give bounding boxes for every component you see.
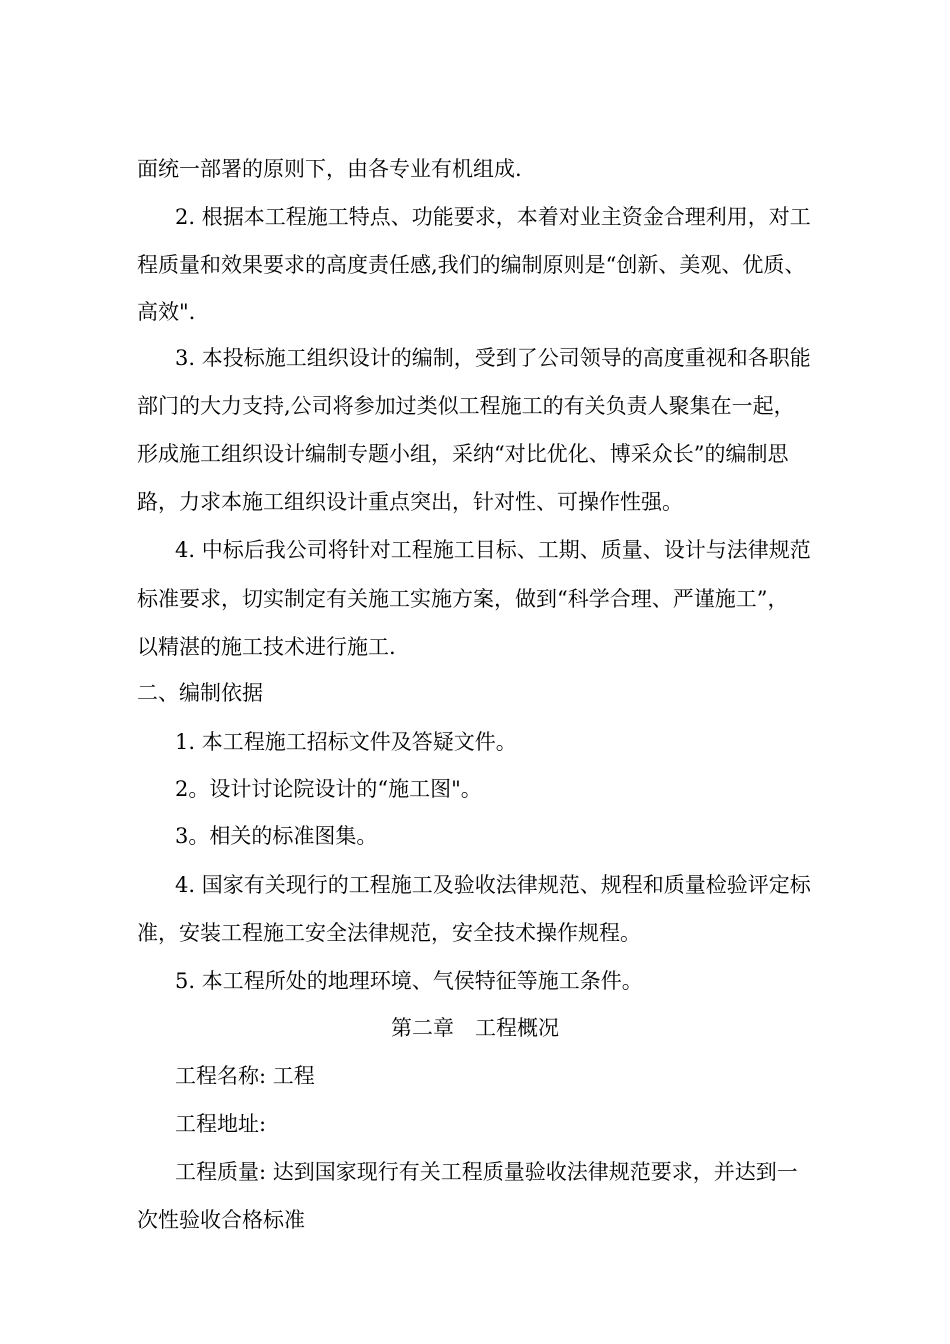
list-item: 5. 本工程所处的地理环境、气侯特征等施工条件。 bbox=[175, 969, 643, 993]
chapter-title: 第二章 工程概况 bbox=[391, 1016, 559, 1040]
paragraph-line: 高效". bbox=[137, 300, 196, 324]
section-heading: 二、编制依据 bbox=[137, 681, 263, 705]
paragraph-line: 2. 根据本工程施工特点、功能要求，本着对业主资金合理利用，对工 bbox=[175, 205, 811, 229]
paragraph-line: 标准要求，切实制定有关施工实施方案，做到“科学合理、严谨施工”， bbox=[137, 587, 789, 611]
paragraph-line: 3. 本投标施工组织设计的编制，受到了公司领导的高度重视和各职能 bbox=[175, 346, 811, 370]
project-quality-continuation: 次性验收合格标准 bbox=[137, 1208, 305, 1232]
list-item: 1. 本工程施工招标文件及答疑文件。 bbox=[175, 730, 517, 754]
project-quality-line: 工程质量: 达到国家现行有关工程质量验收法律规范要求，并达到一 bbox=[175, 1160, 798, 1184]
list-item: 2。设计讨论院设计的“施工图"。 bbox=[175, 777, 482, 801]
paragraph-line: 以精湛的施工技术进行施工. bbox=[137, 635, 396, 659]
list-item: 3。相关的标准图集。 bbox=[175, 824, 378, 848]
list-item: 4. 国家有关现行的工程施工及验收法律规范、规程和质量检验评定标 bbox=[175, 873, 811, 897]
paragraph-line: 部门的大力支持,公司将参加过类似工程施工的有关负责人聚集在一起， bbox=[137, 394, 795, 418]
paragraph-line: 面统一部署的原则下，由各专业有机组成. bbox=[137, 157, 522, 181]
paragraph-line: 程质量和效果要求的高度责任感,我们的编制原则是“创新、美观、优质、 bbox=[137, 253, 806, 277]
project-name-line: 工程名称: 工程 bbox=[175, 1064, 315, 1088]
list-item-continuation: 准，安装工程施工安全法律规范，安全技术操作规程。 bbox=[137, 921, 641, 945]
paragraph-line: 4. 中标后我公司将针对工程施工目标、工期、质量、设计与法律规范 bbox=[175, 538, 811, 562]
paragraph-line: 形成施工组织设计编制专题小组，采纳“对比优化、博采众长”的编制思 bbox=[137, 442, 789, 466]
paragraph-line: 路，力求本施工组织设计重点突出，针对性、可操作性强。 bbox=[137, 490, 683, 514]
project-address-line: 工程地址: bbox=[175, 1112, 267, 1136]
